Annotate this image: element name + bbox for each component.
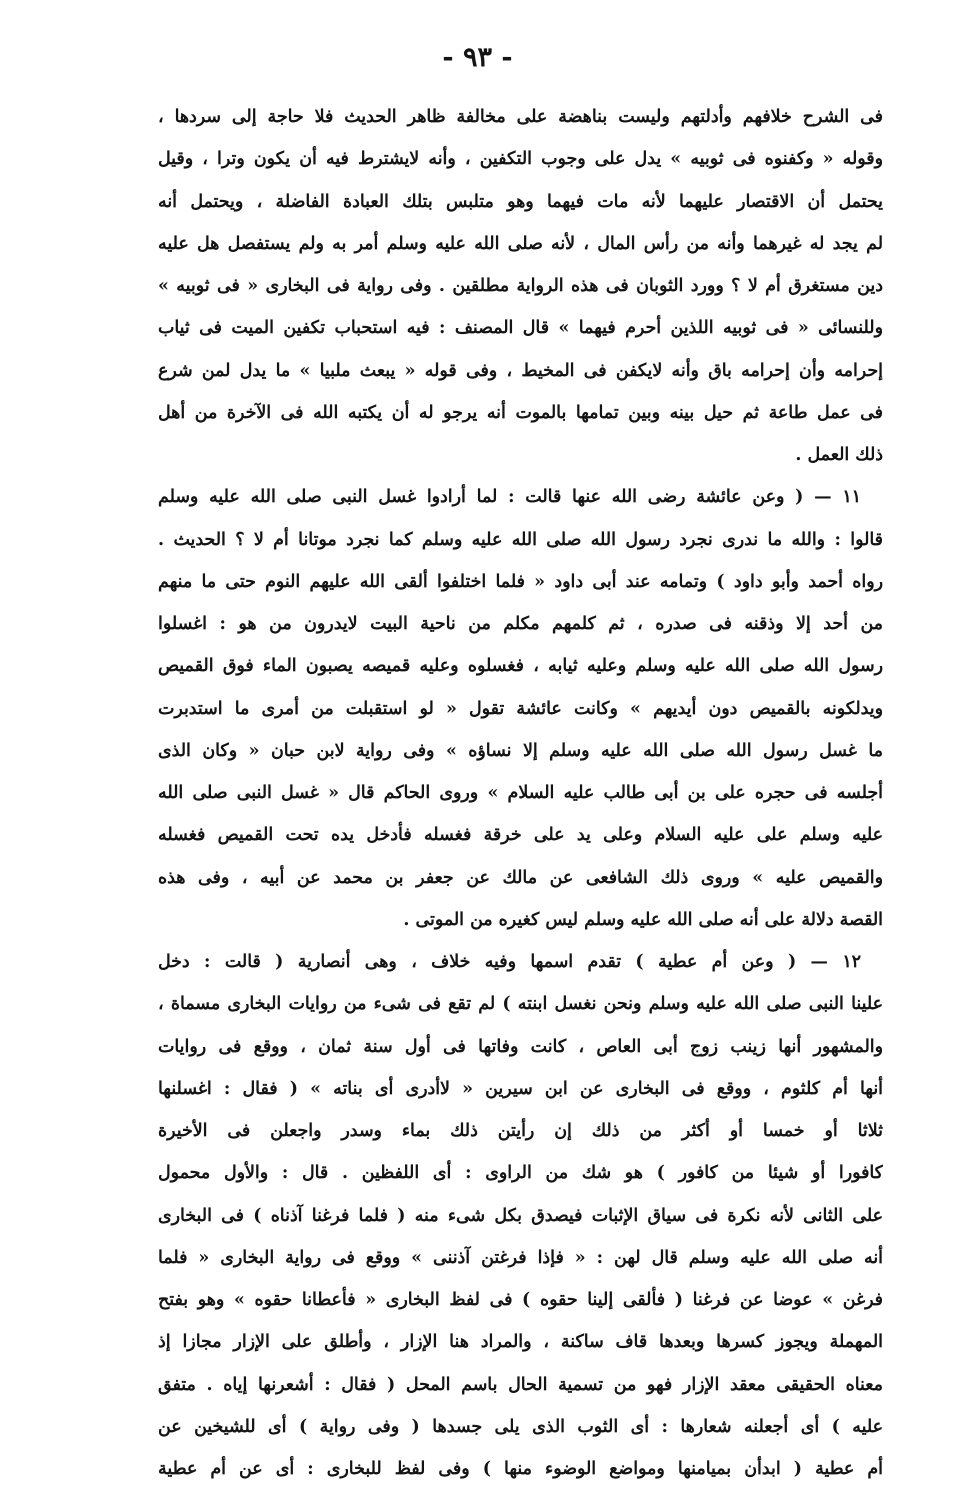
page-body-text xyxy=(158,96,883,1490)
text-line: عليه وسلم على عليه السلام وعلى يد على خرقة فغسله فأدخل يده تحت القميص فغسله xyxy=(158,825,883,846)
text-line: أنها أم كلثوم ، ووقع فى البخارى عن ابن سيرين « لاأدرى أى بناته » ( فقال : اغسلنها xyxy=(158,1078,883,1099)
text-line: كافورا أو شيئا من كافور ) هو شك من الراوى : أى اللفظين . قال : والأول محمول xyxy=(158,1163,883,1184)
text-line: علينا النبى صلى الله عليه وسلم ونحن نغسل ابنته ) لم تقع فى شىء من روايات البخارى مسماة ، xyxy=(158,994,883,1015)
text-line: قالوا : والله ما ندرى نجرد رسول الله صلى الله عليه وسلم كما نجرد موتانا أم لا ؟ الحديث . xyxy=(158,529,883,550)
hadith-11-start-line: ١١ — ( وعن عائشة رضى الله عنها قالت : لما أرادوا غسل النبى صلى الله عليه وسلم xyxy=(158,487,861,508)
text-line: معناه الحقيقى معقد الإزار فهو من تسمية الحال باسم المحل ( فقال : أشعرنها إياه . متفق xyxy=(158,1374,883,1395)
text-line: فى الشرح خلافهم وأدلتهم وليست بناهضة على مخالفة ظاهر الحديث فلا حاجة إلى سردها ، xyxy=(158,107,883,127)
text-line: يحتمل أن الاقتصار عليهما لأنه مات فيهما وهو متلبس بتلك العبادة الفاضلة ، ويحتمل أنه xyxy=(158,191,883,212)
text-line: عليه ) أى أجعلنه شعارها : أى الثوب الذى يلى جسدها ( وفى رواية ) أى للشيخين عن xyxy=(158,1416,883,1437)
text-line: وللنسائى « فى ثوبيه اللذين أحرم فيهما » قال المصنف : فيه استحباب تكفين الميت فى ثياب xyxy=(158,318,883,339)
text-line: لم يجد له غيرهما وأنه من رأس المال ، لأنه صلى الله عليه وسلم أمر به ولم يستفصل هل عليه xyxy=(158,233,883,254)
text-line: رواه أحمد وأبو داود ) وتمامه عند أبى داود « فلما اختلفوا ألقى الله عليهم النوم حتى ما منهم xyxy=(158,571,883,592)
text-line: ما غسل رسول الله صلى الله عليه وسلم إلا نساؤه » وفى رواية لابن حبان « وكان الذى xyxy=(158,740,883,761)
text-line: والقميص عليه » وروى ذلك الشافعى عن مالك عن جعفر بن محمد عن أبيه ، وفى هذه xyxy=(158,867,883,888)
text-line: من أحد إلا وذقنه فى صدره ، ثم كلمهم مكلم من ناحية البيت لايدرون من هو : اغسلوا xyxy=(158,614,883,634)
text-line: دين مستغرق أم لا ؟ وورد الثوبان فى هذه الرواية مطلقين . وفى رواية فى البخارى « فى ثوبيه » xyxy=(158,276,883,296)
text-line: أجلسه فى حجره على بن أبى طالب عليه السلام » وروى الحاكم قال « غسل النبى صلى الله xyxy=(158,783,883,803)
text-line: وقوله « وكفنوه فى ثوبيه » يدل على وجوب التكفين ، وأنه لايشترط فيه أن يكون وترا ، وقيل xyxy=(158,149,883,170)
page-number: - ٩٣ - xyxy=(442,42,513,73)
text-line: ثلاثا أو خمسا أو أكثر من ذلك إن رأيتن ذلك بماء وسدر واجعلن فى الأخيرة xyxy=(158,1121,883,1141)
text-line: المهملة ويجوز كسرها وبعدها قاف ساكنة ، والمراد هنا الإزار ، وأطلق على الإزار مجازا إذ xyxy=(158,1332,883,1353)
text-line: أنه صلى الله عليه وسلم قال لهن : « فإذا فرغتن آذننى » ووقع فى رواية البخارى « فلما xyxy=(158,1247,883,1268)
text-line: والمشهور أنها زينب زوج أبى العاص ، كانت وفاتها فى أول سنة ثمان ، ووقع فى روايات xyxy=(158,1036,883,1057)
text-line: رسول الله صلى الله عليه وسلم وعليه ثيابه ، فغسلوه وعليه قميصه يصبون الماء فوق القميص xyxy=(158,656,883,677)
text-line: فرغن » عوضا عن فرغنا ( فألقى إلينا حقوه ) فى لفظ البخارى « فأعطانا حقوه » وهو بفتح xyxy=(158,1290,883,1310)
text-line: فى عمل طاعة ثم حيل بينه وبين تمامها بالموت أنه يرجو له أن يكتبه الله فى الآخرة من أهل xyxy=(158,402,883,423)
text-line: ويدلكونه بالقميص دون أيديهم » وكانت عائشة تقول « لو استقبلت من أمرى ما استدبرت xyxy=(158,698,883,719)
text-line: ذلك العمل . xyxy=(795,445,883,465)
text-line: أم عطية ( ابدأن بميامنها ومواضع الوضوء منها ) وفى لفظ للبخارى : أى عن أم عطية xyxy=(158,1459,883,1479)
text-line: إحرامه وأن إحرامه باق وأنه لايكفن فى المخيط ، وفى قوله « يبعث ملبيا » ما يدل لمن شرع xyxy=(158,360,883,381)
hadith-12-start-line: ١٢ — ( وعن أم عطية ) تقدم اسمها وفيه خلاف ، وهى أنصارية ( قالت : دخل xyxy=(158,952,861,972)
text-line: على الثانى لأنه نكرة فى سياق الإثبات فيصدق بكل شىء منه ( فلما فرغنا آذناه ) فى البخارى xyxy=(158,1205,883,1226)
text-line: القصة دلالة على أنه صلى الله عليه وسلم ليس كغيره من الموتى . xyxy=(403,909,883,930)
